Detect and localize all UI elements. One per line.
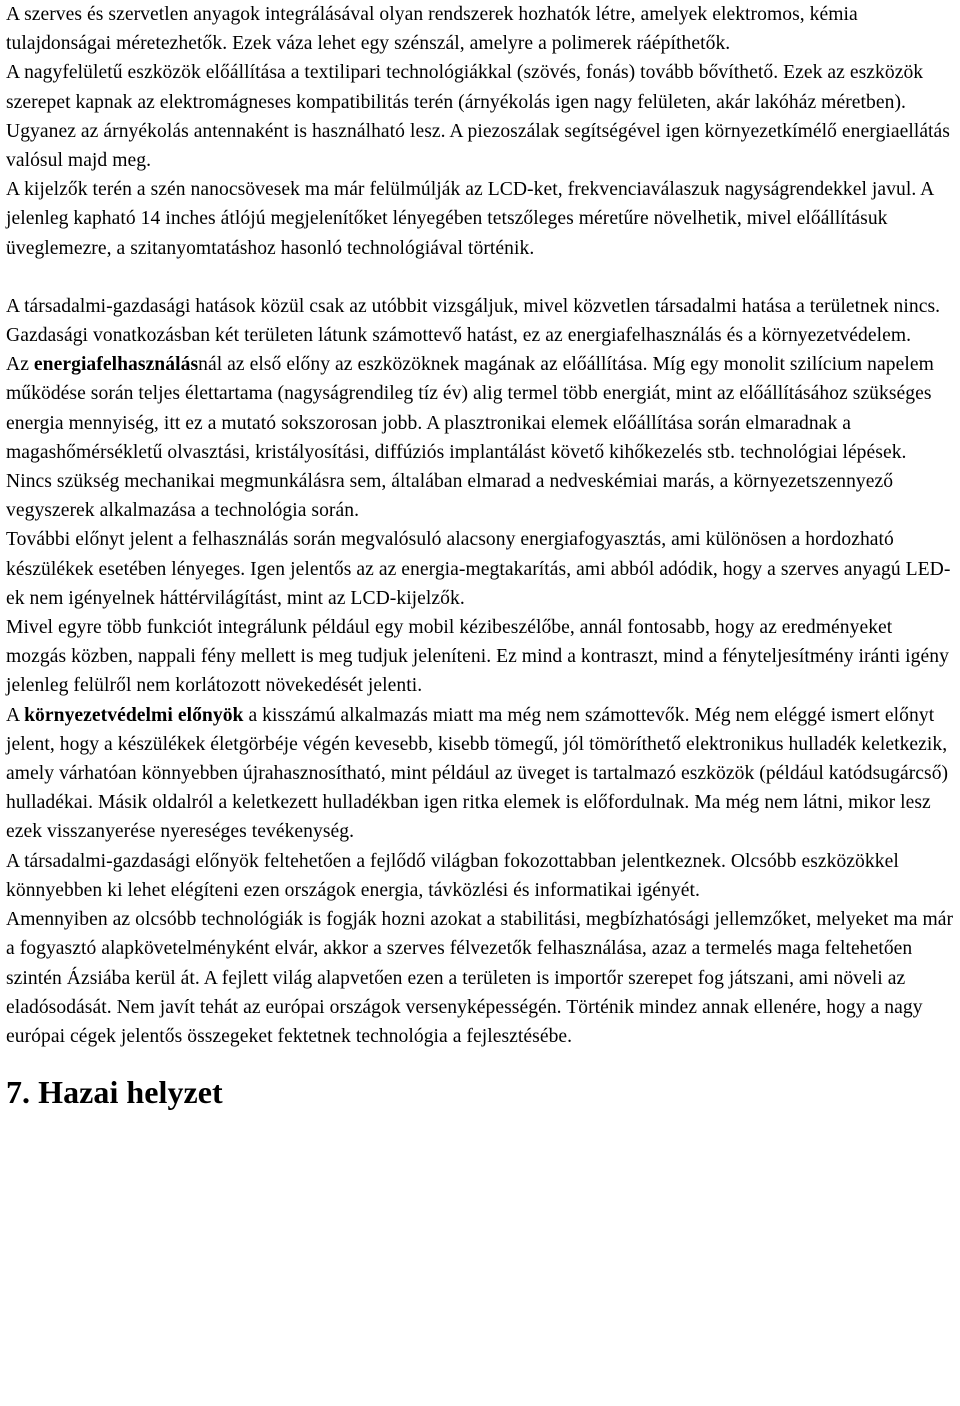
paragraph-integration: A szerves és szervetlen anyagok integrálásával olyan rendszerek hozhatók létre, amelyek elektromos, kémia tulajdonságai méretezhetők. Ezek váza lehet egy szénszál, amelyre a polimerek ráépíthetők. (6, 4, 858, 55)
paragraph-socioeconomic: A társadalmi-gazdasági hatások közül csak az utóbbit vizsgáljuk, mivel közvetlen társadalmi hatása a területnek nincs. Gazdasági vonatkozásban két területen látunk számottevő hatást, ez az energiafelhasználás és a környezetvédelem. (6, 295, 941, 347)
environment-lead: A (6, 704, 25, 726)
environment-body: a kisszámú alkalmazás miatt ma még nem számottevők. Még nem eléggé ismert előnyt jelent, hogy a készülékek életgörbéje végén kevesebb, kisebb tömegű, jól tömöríthető elektronikus hulladék keletkezik, amely várhatóan könnyebben újrahasznosítható, mint például az üveget is tartalmazó eszközök (például katódsugárcső) hulladékai. Másik oldalról a keletkezett hulladékban igen ritka elemek is előfordulnak. Ma még nem látni, mikor lesz ezek visszanyerése nyereséges tevékenység. (6, 704, 949, 843)
paragraph-low-consumption: További előnyt jelent a felhasználás során megvalósuló alacsony energiafogyasztás, ami különösen a hordozható készülékek esetében lényeges. Igen jelentős az az energia-megtakarítás, ami abból adódik, hogy a szerves anyagú LED-ek nem igényelnek háttérvilágítást, mint az LCD-kijelzők. (6, 529, 951, 609)
paragraph-displays: A kijelzők terén a szén nanocsövesek ma már felülmúlják az LCD-ket, frekvenciaválaszuk nagyságrendekkel javul. A jelenleg kapható 14 inches átlójú megjelenítőket lényegében tetszőleges méretűre növelhetik, mivel előállításuk üveglemezre, a szitanyomtatáshoz hasonló technológiával történik. (6, 179, 934, 259)
paragraph-energy-use (6, 350, 956, 525)
paragraph-environment (6, 701, 956, 847)
energy-use-term: energiafelhasználás (33, 354, 199, 376)
paragraph-competitiveness: Amennyiben az olcsóbb technológiák is fogják hozni azokat a stabilitási, megbízhatósági jellemzőket, melyeket ma már a fogyasztó alapkövetelményként elvár, akkor a szerves félvezetők felhasználása, azaz a termelés maga feltehetően szintén Ázsiába kerül át. A fejlett világ alapvetően ezen a területen is importőr szerepet fog játszani, ami növeli az eladósodását. Nem javít tehát az európai országok versenyképességén. Történik mindez annak ellenére, hogy a nagy európai cégek jelentős összegeket fektetnek technológia a fejlesztésébe. (6, 909, 954, 1047)
paragraph-mobile-display: Mivel egyre több funkciót integrálunk például egy mobil kézibeszélőbe, annál fontosabb, hogy az eredményeket mozgás közben, nappali fény mellett is meg tudjuk jeleníteni. Ez mind a kontraszt, mind a fényteljesítmény iránti igény jelenleg felülről nem korlátozott növekedését jelenti. (6, 617, 949, 697)
environment-term: környezetvédelmi előnyök (24, 704, 244, 726)
paragraph-gap (6, 263, 956, 292)
paragraph-large-area: A nagyfelületű eszközök előállítása a textilipari technológiákkal (szövés, fonás) tovább bővíthető. Ezek az eszközök szerepet kapnak az elektromágneses kompatibilitás terén (árnyékolás igen nagy felületen, akár lakóház méretben). Ugyanez az árnyékolás antennaként is használható lesz. A piezoszálak segítségével igen környezetkímélő energiaellátás valósul majd meg. (6, 62, 950, 172)
section-heading: 7. Hazai helyzet (6, 1074, 223, 1111)
energy-use-lead: Az (6, 354, 34, 376)
document-page (6, 0, 956, 1110)
paragraph-developing-world: A társadalmi-gazdasági előnyök feltehetően a fejlődő világban fokozottabban jelentkeznek. Olcsóbb eszközökkel könnyebben ki lehet elégíteni ezen országok energia, távközlési és informatikai igényét. (6, 850, 899, 901)
heading-gap (6, 1051, 956, 1074)
energy-use-body: nál az első előny az eszközöknek magának az előállítása. Míg egy monolit szilícium napelem működése során teljes élettartama (nagyságrendileg tíz év) alig termel több energiát, mint az előállításához szükséges energia mennyiség, itt ez a mutató sokszorosan jobb. A plasztronikai elemek előállítása során elmaradnak a magashőmérsékletű olvasztási, kristályosítási, diffúziós implantálást követő kihőkezelés stb. technológiai lépések. Nincs szükség mechanikai megmunkálásra sem, általában elmarad a nedveskémiai marás, a környezetszennyező vegyszerek alkalmazása a technológia során. (6, 354, 934, 522)
